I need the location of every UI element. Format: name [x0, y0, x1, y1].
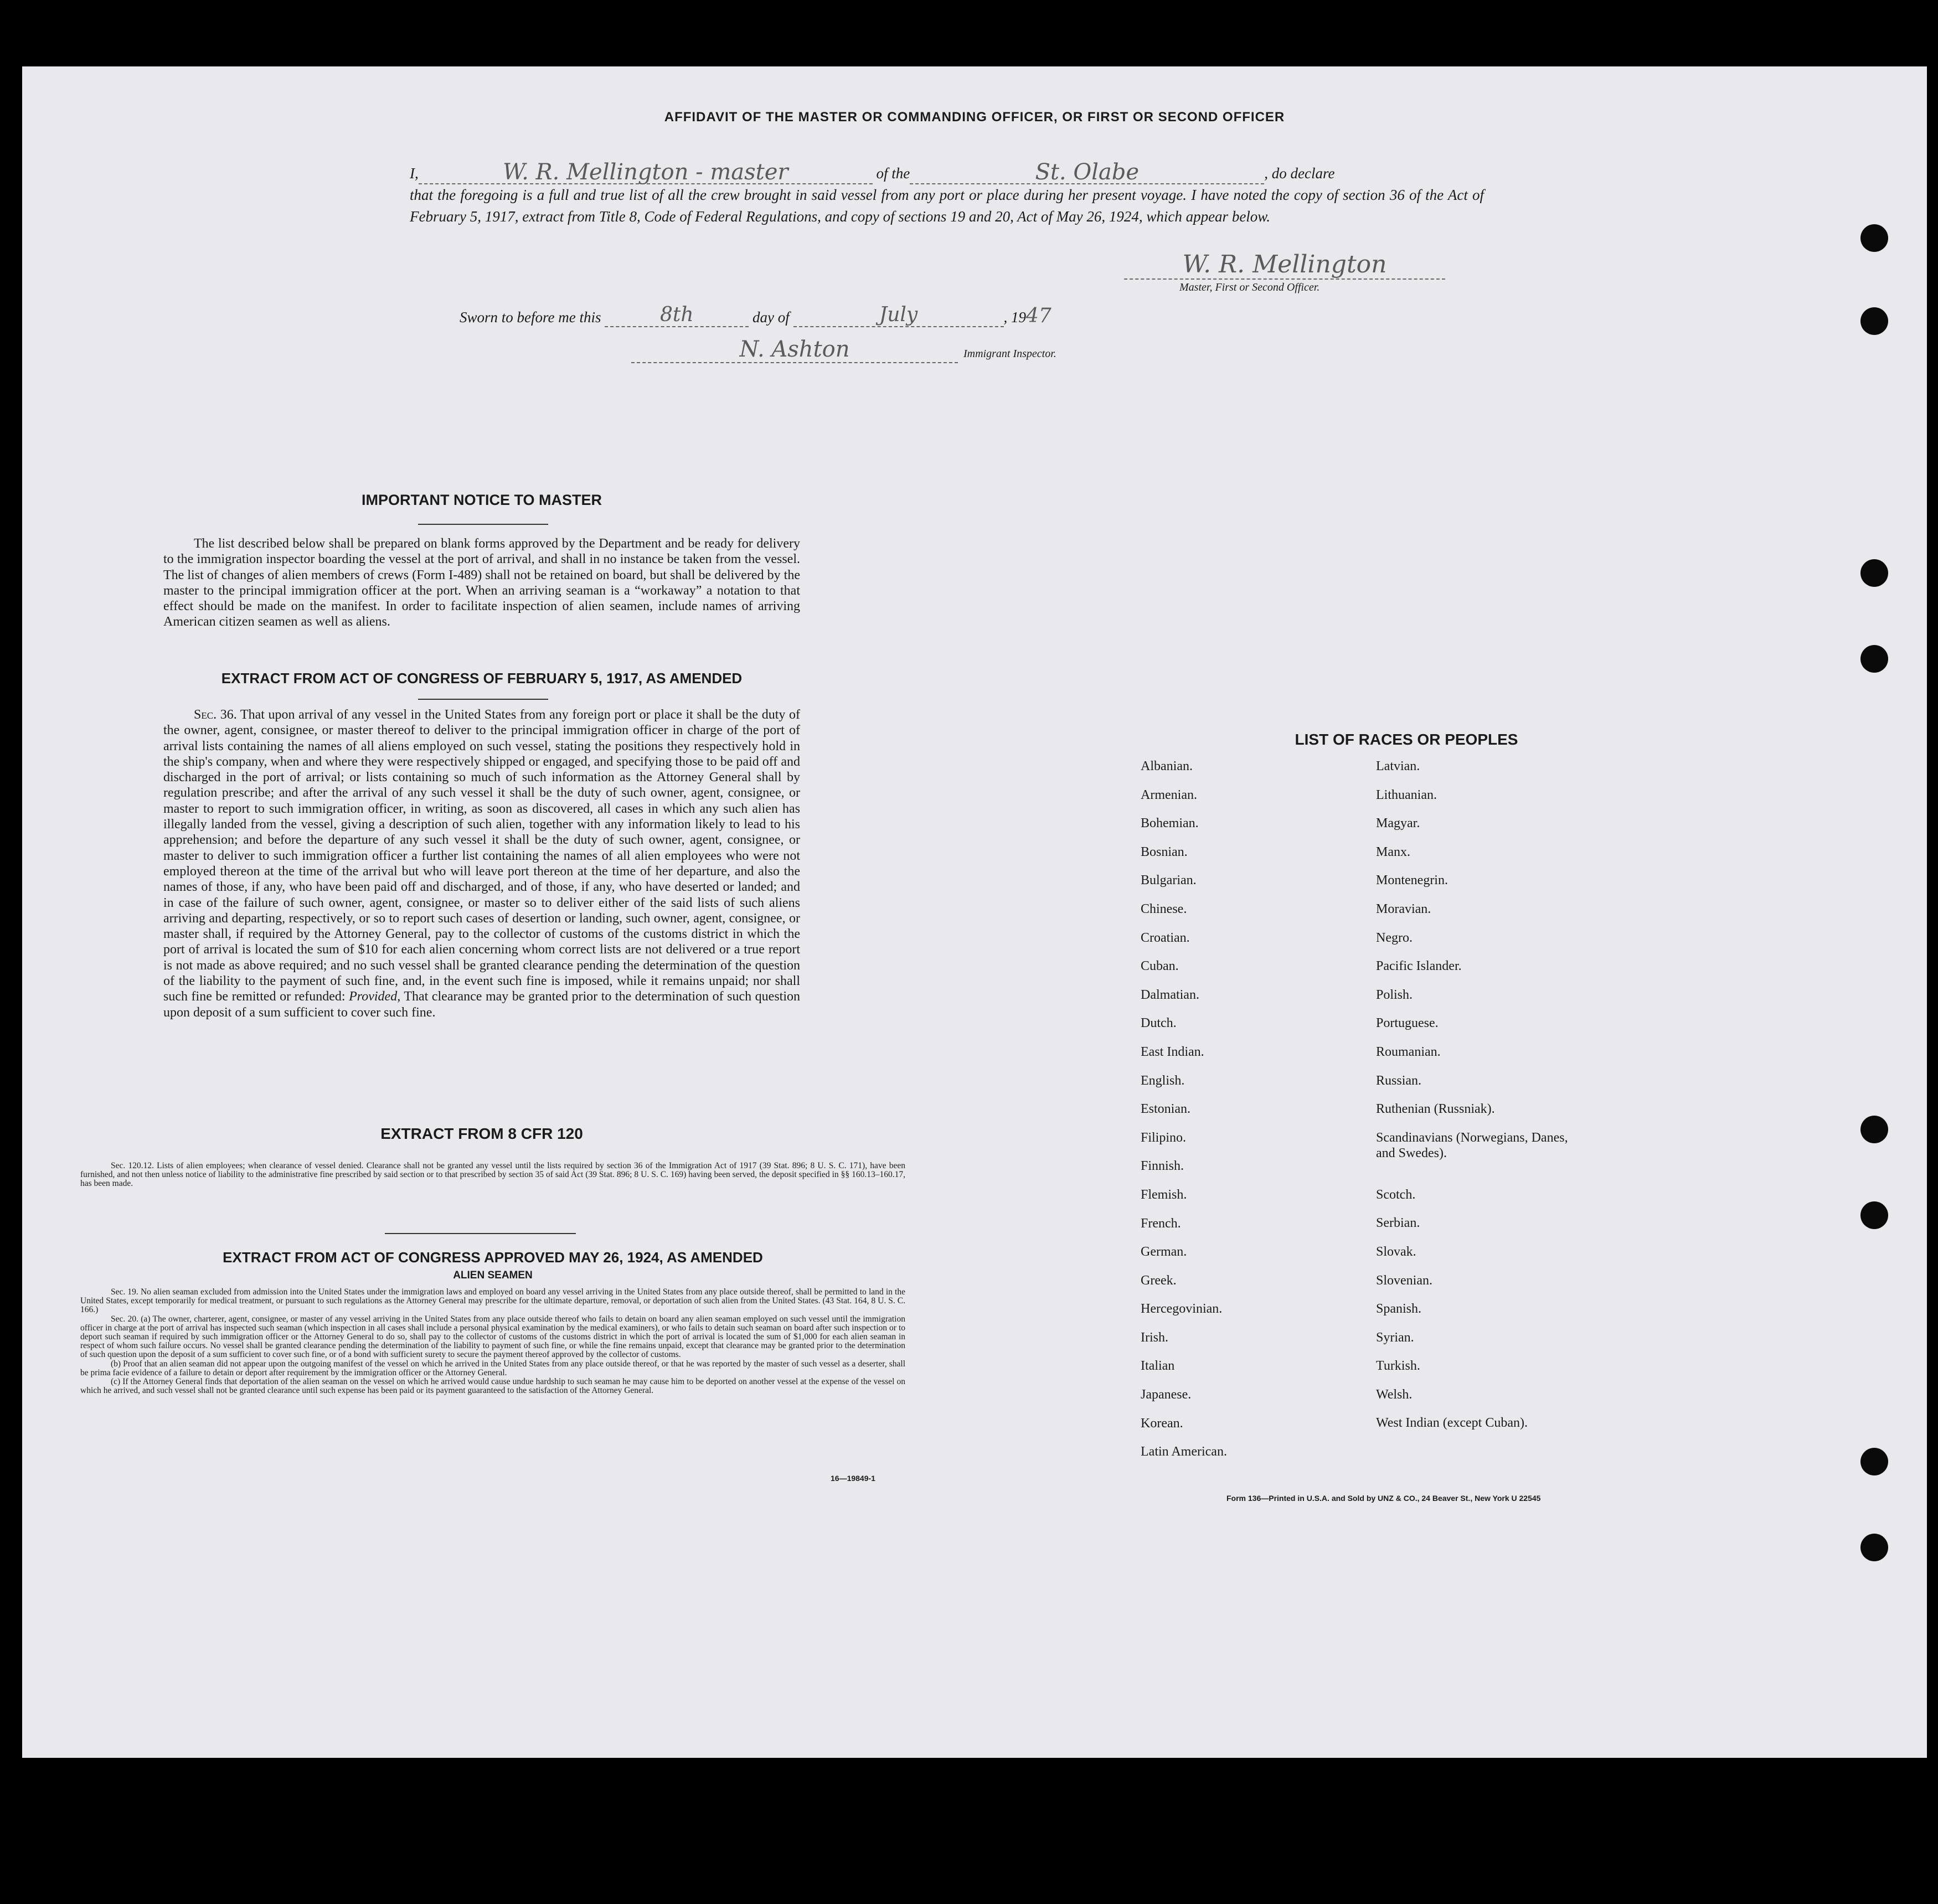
race-item: Dutch. — [1141, 1016, 1177, 1031]
punch-hole — [1860, 224, 1888, 252]
notice-text: The list described below shall be prepared on blank forms approved by the Department and be ready for delivery to the immigration inspector boarding the vessel at the port of arrival, and shall in no instance be taken from the vessel. The list of changes of alien members of crews (Form I-489) shall not be retained on board, but shall be delivered by the master to the principal immigration officer at the port. When an arriving seaman is a “workaway” a notation to that effect should be made on the manifest. In order to facilitate inspection of alien seamen, include names of arriving American citizen seamen as well as aliens. — [163, 536, 800, 629]
sec-36-body: That upon arrival of any vessel in the United States from any foreign port or place it shall be the duty of the owner, agent, consignee, or master thereof to deliver to the principal immigration officer in charge of the port of arrival lists containing the names of all aliens employed on such vessel, stating the positions they respectively hold in the ship's company, when and where they were respectively shipped or engaged, and specifying those to be paid off and discharged in the port of arrival; or lists containing so much of such information as the Attorney General shall by regulation prescribe; and after the arrival of any such vessel it shall be the duty of such owner, agent, consignee, or master to report to such immigration officer, in writing, as soon as discovered, all cases in which any such alien has illegally landed from the vessel, giving a description of such alien, together with any information likely to lead to his apprehension; and before the departure of any such vessel it shall be the duty of such owner, agent, consignee, or master to deliver to such immigration officer a further list containing the names of all alien employees who were not employed thereon at the time of the arrival but who will leave port thereon at the time of her departure, and also the names of those, if any, who have been paid off and discharged, and of those, if any, who have deserted or landed; and in case of the failure of such owner, agent, consignee, or master so to deliver either of the said lists of such aliens arriving and departing, respectively, or so to report such cases of desertion or landing, such owner, agent, consignee, or master shall, if required by the Attorney General, pay to the collector of customs of the customs district in which the port of arrival is located the sum of $10 for each alien concerning whom correct lists are not delivered or a true report is not made as above required; and no such vessel shall be granted clearance pending the determination of the question of the liability to the payment of such fine, and, in the event such fine is imposed, while it remains unpaid; nor shall such fine be remitted or refunded: — [163, 708, 800, 1004]
master-signature: W. R. Mellington — [1124, 250, 1445, 280]
race-item: Syrian. — [1376, 1330, 1414, 1345]
race-item: Bulgarian. — [1141, 873, 1197, 888]
extract-cfr-text: Sec. 120.12. Lists of alien employees; when clearance of vessel denied. Clearance shall not be granted any vessel until the lists required by section 36 of the Immigration Act of 1917 (39 Stat. 896; 8 U. S. C. 171), have been furnished, and not then unless notice of liability to the administrative fine prescribed by said section or to that prescribed by section 35 of said Act (39 Stat. 896; 8 U. S. C. 169) having been served, the deposit specified in §§ 160.13–160.17, has been made. — [80, 1161, 905, 1189]
race-item: Japanese. — [1141, 1387, 1192, 1402]
extract-1924-body — [80, 1288, 905, 1395]
race-item: Ruthenian (Russniak). — [1376, 1102, 1495, 1117]
extract-1924-title: EXTRACT FROM ACT OF CONGRESS APPROVED MAY 26, 1924, AS AMENDED — [223, 1249, 763, 1266]
sworn-line — [460, 303, 1052, 327]
sworn-label: Sworn to before me this — [460, 309, 601, 326]
race-item: Estonian. — [1141, 1102, 1190, 1117]
race-item: Hercegovinian. — [1141, 1302, 1223, 1317]
form-printer-info: Form 136—Printed in U.S.A. and Sold by UNZ & CO., 24 Beaver St., New York U 22545 — [1226, 1494, 1541, 1503]
sec-36-label: Sec. 36. — [194, 708, 237, 722]
races-title: LIST OF RACES OR PEOPLES — [1295, 731, 1518, 748]
alien-seamen-subtitle: ALIEN SEAMEN — [453, 1270, 533, 1281]
inspector-caption: Immigrant Inspector. — [963, 348, 1056, 360]
race-item: Croatian. — [1141, 930, 1190, 945]
form-code: 16—19849-1 — [831, 1474, 875, 1483]
extract-1917-text — [163, 707, 800, 1020]
divider — [418, 699, 548, 700]
race-item: Spanish. — [1376, 1302, 1422, 1317]
punch-hole — [1860, 1534, 1888, 1561]
punch-hole — [1860, 645, 1888, 673]
sec-20a-paragraph: Sec. 20. (a) The owner, charterer, agent, consignee, or master of any vessel arriving in the United States from any place outside thereof who fails to detain on board any alien seaman employed on such vessel until the immigration officer in charge at the port of arrival has inspected such seaman (which inspection in all cases shall include a personal physical examination by the medical examiners), or who fails to detain such seaman on board after such inspection or to deport such seaman if required by such immigration officer or the Attorney General to do so, shall pay to the collector of customs of the customs district in which the port of arrival is located the sum of $1,000 for each alien seaman in respect of whom such failure occurs. No vessel shall be granted clearance pending the determination of the liability to payment of such fine, or while the fine remains unpaid, except that clearance may be granted prior to the determination of such question upon the deposit of a sum sufficient to cover such fine, or of a bond with sufficient surety to secure the payment thereof approved by the collector of customs. — [80, 1314, 905, 1360]
races-left-column — [1141, 758, 1384, 1473]
race-item: Cuban. — [1141, 959, 1179, 974]
vessel-name-field: St. Olabe — [910, 162, 1264, 184]
race-item: Slovak. — [1376, 1244, 1416, 1259]
race-item: Magyar. — [1376, 816, 1420, 831]
race-item: Turkish. — [1376, 1359, 1420, 1374]
day-of-label: day of — [752, 309, 790, 326]
sec-19-paragraph: Sec. 19. No alien seaman excluded from admission into the United States under the immigration laws and employed on board any vessel arriving in the United States from any place outside thereof, shall be permitted to land in the United States, except temporarily for medical treatment, or pursuant to such regulations as the Attorney General may prescribe for the ultimate departure, removal, or deportation of such alien from the United States. (43 Stat. 164, 8 U. S. C. 166.) — [80, 1287, 905, 1315]
sworn-day-field: 8th — [605, 303, 749, 327]
race-item: Russian. — [1376, 1073, 1422, 1088]
sec-36-proviso: That clearance may be granted prior to the determination of such question upon deposit of a sum sufficient to cover such fine. — [163, 989, 801, 1020]
sec-20b-paragraph: (b) Proof that an alien seaman did not appear upon the outgoing manifest of the vessel on which he arrived in the United States from any place outside thereof, or that he was reported by the master of such vessel as a deserter, shall be prima facie evidence of a failure to detain or deport after requirement by the immigration officer or the Attorney General. — [80, 1359, 905, 1377]
race-item: Pacific Islander. — [1376, 959, 1462, 974]
declaration-first-line — [410, 159, 1484, 185]
race-item: Moravian. — [1376, 901, 1431, 916]
race-item: Bosnian. — [1141, 844, 1188, 859]
affidavit-title: AFFIDAVIT OF THE MASTER OR COMMANDING OFFICER, OR FIRST OR SECOND OFFICER — [664, 110, 1285, 125]
sworn-month-field: July — [793, 303, 1004, 327]
race-item: Irish. — [1141, 1330, 1168, 1345]
race-item: Negro. — [1376, 930, 1413, 945]
race-item: German. — [1141, 1245, 1187, 1260]
race-item: Lithuanian. — [1376, 787, 1437, 802]
year-prefix: , 19 — [1003, 309, 1026, 326]
master-signature-caption: Master, First or Second Officer. — [1179, 281, 1320, 293]
declaration-i-label: I, — [410, 165, 419, 182]
declaration-block — [410, 159, 1484, 228]
declaration-text: that the foregoing is a full and true list of all the crew brought in said vessel from any port or place during her present voyage. I have noted the copy of section 36 of the Act of February 5, 1917, extract from Title 8, Code of Federal Regulations, and copy of sections 19 and 20, Act of May 26, 1924, which appear below. — [410, 187, 1484, 225]
race-item: Slovenian. — [1376, 1273, 1432, 1288]
race-item: Dalmatian. — [1141, 987, 1199, 1002]
race-item: Latin American. — [1141, 1444, 1227, 1459]
race-item: Filipino. — [1141, 1130, 1187, 1145]
divider — [385, 1233, 576, 1234]
race-item: French. — [1141, 1216, 1181, 1231]
race-item: Portuguese. — [1376, 1016, 1439, 1031]
race-item: English. — [1141, 1073, 1185, 1088]
divider — [418, 524, 548, 525]
sec-20c-paragraph: (c) If the Attorney General finds that deportation of the alien seaman on the vessel on which he arrived would cause undue hardship to such seaman he may cause him to be deported on another vessel at the expense of the vessel on which he arrived, and such vessel shall not be granted clearance until such expense has been paid or its payment guaranteed to the satisfaction of the Attorney General. — [80, 1377, 905, 1396]
race-item: Italian — [1141, 1359, 1175, 1374]
race-item: Latvian. — [1376, 759, 1420, 773]
sworn-year-field: 47 — [1026, 305, 1052, 327]
punch-hole — [1860, 559, 1888, 587]
of-the-label: of the — [876, 165, 910, 182]
punch-hole — [1860, 307, 1888, 335]
race-item: Montenegrin. — [1376, 873, 1448, 888]
race-item: Albanian. — [1141, 759, 1193, 773]
race-item: Roumanian. — [1376, 1044, 1441, 1059]
race-item: Korean. — [1141, 1416, 1183, 1431]
race-item: Polish. — [1376, 987, 1413, 1002]
race-item: Armenian. — [1141, 787, 1197, 802]
race-item: Flemish. — [1141, 1187, 1187, 1202]
race-item: Bohemian. — [1141, 816, 1199, 831]
extract-cfr-title: EXTRACT FROM 8 CFR 120 — [380, 1125, 583, 1142]
race-item: Chinese. — [1141, 901, 1187, 916]
race-item: Manx. — [1376, 844, 1410, 859]
punch-hole — [1860, 1448, 1888, 1475]
provided-word: Provided, — [349, 989, 401, 1004]
extract-1917-title: EXTRACT FROM ACT OF CONGRESS OF FEBRUARY 5, 1917, AS AMENDED — [221, 670, 743, 687]
race-item: Scotch. — [1376, 1187, 1416, 1202]
punch-hole — [1860, 1201, 1888, 1229]
race-item: West Indian (except Cuban). — [1376, 1416, 1528, 1431]
race-item: Scandinavians (Norwegians, Danes, and Swedes). — [1376, 1130, 1568, 1160]
races-right-column — [1376, 758, 1620, 1444]
document-page — [22, 66, 1927, 1758]
punch-hole — [1860, 1116, 1888, 1143]
race-item: Finnish. — [1141, 1159, 1184, 1174]
master-name-field: W. R. Mellington - master — [419, 162, 873, 184]
race-item: Greek. — [1141, 1273, 1177, 1288]
inspector-signature: N. Ashton — [631, 337, 958, 363]
race-item: Welsh. — [1376, 1387, 1413, 1402]
notice-title: IMPORTANT NOTICE TO MASTER — [362, 492, 602, 508]
do-declare-label: , do declare — [1264, 165, 1335, 182]
race-item: Serbian. — [1376, 1216, 1420, 1231]
race-item: East Indian. — [1141, 1044, 1204, 1059]
